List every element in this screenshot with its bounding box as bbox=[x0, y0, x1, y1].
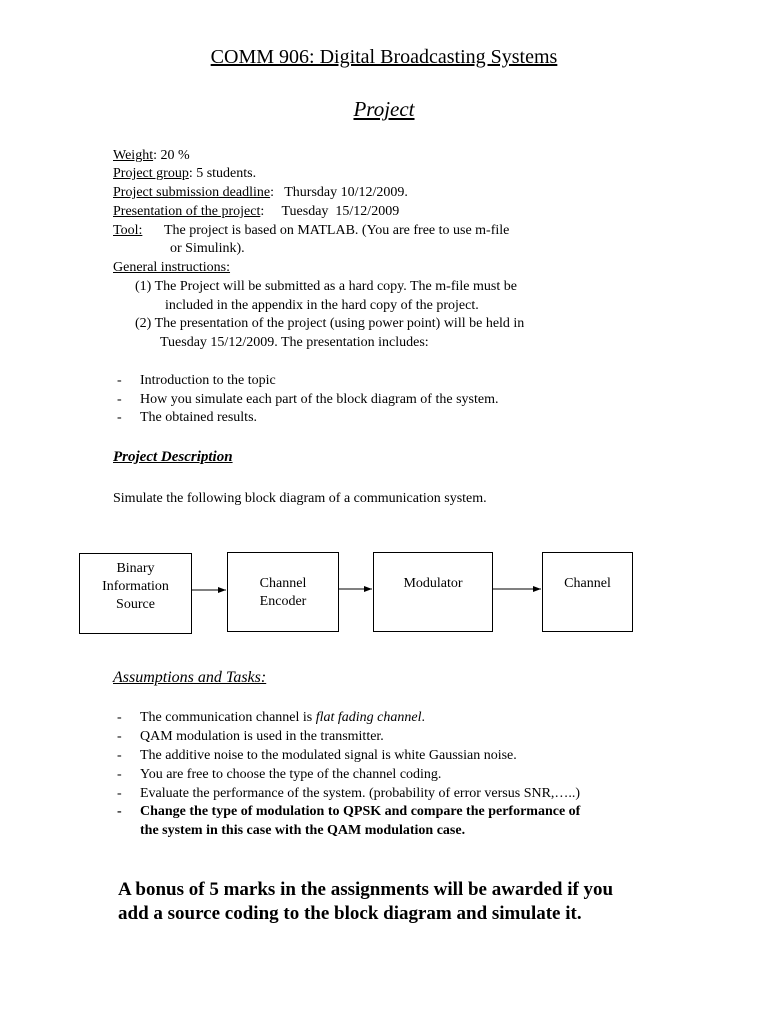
tool-value-cont: or Simulink). bbox=[170, 241, 245, 256]
document-subtitle: Project bbox=[353, 97, 415, 121]
list-item-text: QAM modulation is used in the transmitter. bbox=[140, 729, 384, 744]
tool-label: Tool: bbox=[113, 223, 143, 238]
deadline-value: : Thursday 10/12/2009. bbox=[270, 185, 408, 200]
bullet-dash: - bbox=[117, 410, 122, 425]
block-label: Channel bbox=[564, 576, 611, 591]
item1-prefix: The communication channel is bbox=[140, 710, 316, 725]
block-label: Encoder bbox=[259, 594, 307, 609]
instruction-2-line-1: (2) The presentation of the project (using power point) will be held in bbox=[135, 316, 525, 331]
list-item-text-cont: the system in this case with the QAM modulation case. bbox=[140, 823, 466, 838]
group-label: Project group bbox=[113, 166, 189, 181]
block-label: Information bbox=[102, 579, 169, 594]
bullet-dash: - bbox=[117, 710, 122, 725]
weight-label: Weight bbox=[113, 148, 154, 163]
instruction-1-line-2: included in the appendix in the hard copy of the project. bbox=[165, 298, 479, 313]
bullet-dash: - bbox=[117, 729, 122, 744]
instruction-2-line-2: Tuesday 15/12/2009. The presentation includes: bbox=[160, 335, 429, 350]
list-item-text: The obtained results. bbox=[140, 410, 258, 425]
instruction-1-line-1: (1) The Project will be submitted as a hard copy. The m-file must be bbox=[135, 279, 517, 294]
group-value: : 5 students. bbox=[188, 166, 257, 181]
bonus-line-2: add a source coding to the block diagram and simulate it. bbox=[118, 903, 582, 924]
weight-value: : 20 % bbox=[153, 148, 190, 163]
list-item-text: You are free to choose the type of the channel coding. bbox=[140, 767, 442, 782]
bonus-line-1: A bonus of 5 marks in the assignments will be awarded if you bbox=[118, 879, 614, 900]
list-item-text: Introduction to the topic bbox=[140, 373, 276, 388]
project-description-heading: Project Description bbox=[113, 449, 233, 465]
item1-italic: flat fading channel bbox=[315, 710, 422, 725]
document-title: COMM 906: Digital Broadcasting Systems bbox=[210, 46, 558, 68]
list-item-text: Change the type of modulation to QPSK and compare the performance of bbox=[140, 804, 581, 819]
bullet-dash: - bbox=[117, 767, 122, 782]
list-item-text: The additive noise to the modulated signal is white Gaussian noise. bbox=[140, 748, 517, 763]
list-item-text bbox=[140, 709, 425, 728]
bullet-dash: - bbox=[117, 804, 122, 819]
deadline-label: Project submission deadline bbox=[113, 185, 271, 200]
assumptions-heading: Assumptions and Tasks: bbox=[113, 669, 267, 686]
presentation-value: : Tuesday 15/12/2009 bbox=[260, 204, 400, 219]
bullet-dash: - bbox=[117, 786, 122, 801]
presentation-label: Presentation of the project bbox=[113, 204, 261, 219]
block-label: Modulator bbox=[403, 576, 463, 591]
tool-value: The project is based on MATLAB. (You are free to use m-file bbox=[164, 223, 510, 238]
bullet-dash: - bbox=[117, 392, 122, 407]
project-description-text: Simulate the following block diagram of a communication system. bbox=[113, 491, 487, 506]
bullet-dash: - bbox=[117, 748, 122, 763]
general-instructions-label: General instructions: bbox=[113, 260, 231, 275]
block-label: Source bbox=[116, 597, 155, 612]
block-label: Channel bbox=[259, 576, 307, 591]
list-item-text: How you simulate each part of the block diagram of the system. bbox=[140, 392, 499, 407]
item1-suffix: . bbox=[421, 710, 425, 725]
block-label: Binary bbox=[116, 561, 155, 576]
list-item-text: Evaluate the performance of the system. (probability of error versus SNR,…..) bbox=[140, 786, 581, 801]
bullet-dash: - bbox=[117, 373, 122, 388]
